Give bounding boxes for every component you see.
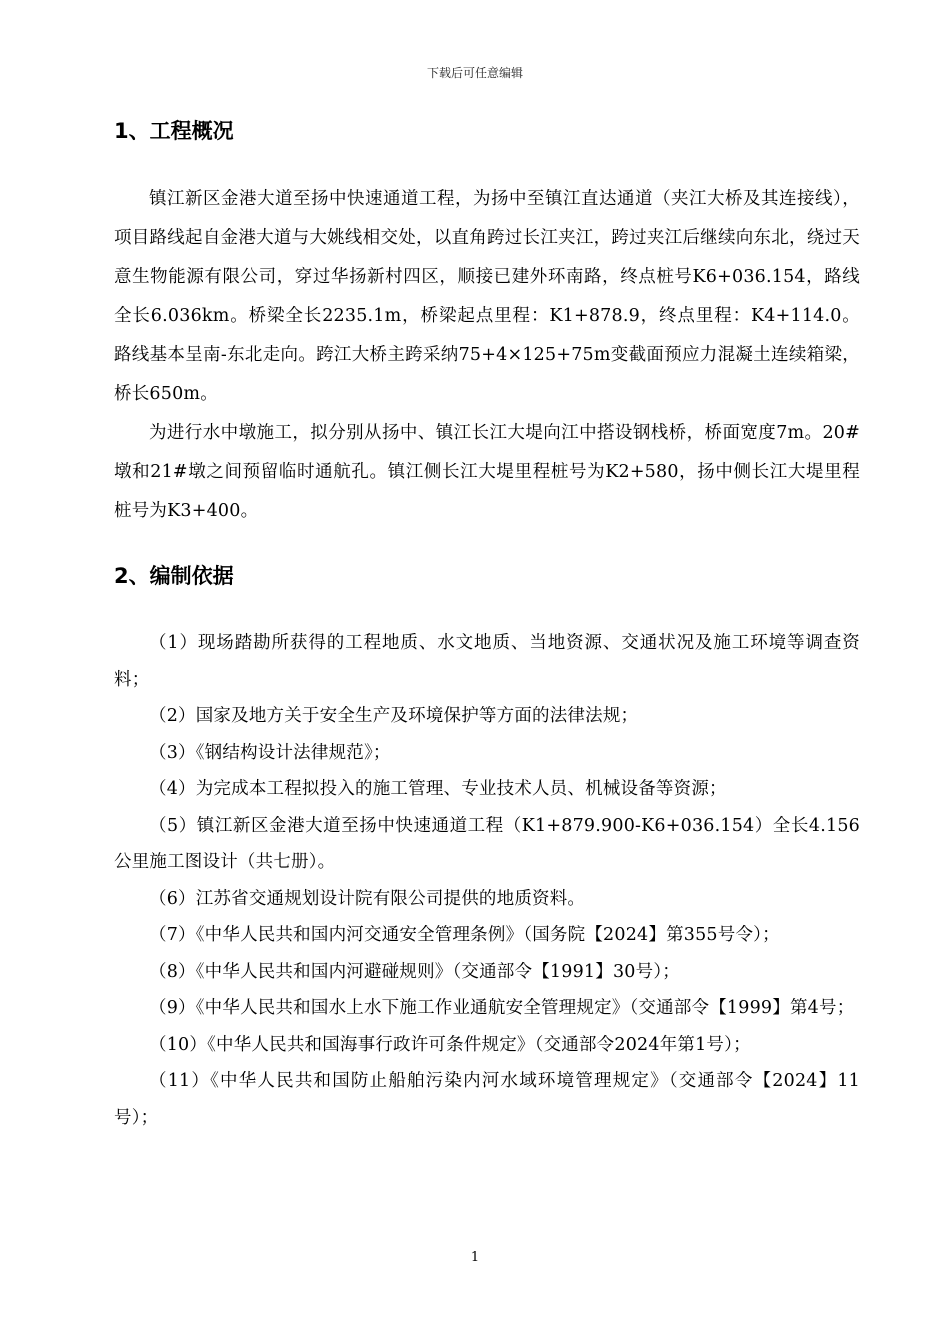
- page-number: 1: [470, 1250, 480, 1265]
- basis-list: [114, 625, 860, 1136]
- basis-item: （10）《中华人民共和国海事行政许可条件规定》（交通部令2024年第1号）；: [149, 1034, 751, 1055]
- basis-item: （5）镇江新区金港大道至扬中快速通道工程（K1+879.900-K6+036.154）全长4.156公里施工图设计（共七册）。: [114, 815, 860, 872]
- section-2-title: 2、编制依据: [114, 564, 234, 588]
- basis-item: （4）为完成本工程拟投入的施工管理、专业技术人员、机械设备等资源；: [149, 779, 727, 799]
- basis-item: （2）国家及地方关于安全生产及环境保护等方面的法律法规；: [149, 706, 639, 726]
- basis-item: （7）《中华人民共和国内河交通安全管理条例》（国务院【2024】第355号令）；: [149, 925, 780, 945]
- section-1-title: 1、工程概况: [114, 119, 234, 143]
- section-1-paragraph: 为进行水中墩施工，拟分别从扬中、镇江长江大堤向江中搭设钢栈桥，桥面宽度7m。20#墩和21#墩之间预留临时通航孔。镇江侧长江大堤里程桩号为K2+580，扬中侧长江大堤里程桩号为K3+400。: [114, 423, 860, 521]
- section-1-paragraph: 镇江新区金港大道至扬中快速通道工程，为扬中至镇江直达通道（夹江大桥及其连接线），项目路线起自金港大道与大姚线相交处，以直角跨过长江夹江，跨过夹江后继续向东北，绕过天意生物能源有限公司，穿过华扬新村四区，顺接已建外环南路，终点桩号K6+036.154，路线全长6.036km。桥梁全长2235.1m，桥梁起点里程：K1+878.9，终点里程：K4+114.0。路线基本呈南-东北走向。跨江大桥主跨采纳75+4×125+75m变截面预应力混凝土连续箱梁，桥长650m。: [114, 189, 860, 404]
- basis-item: （3）《钢结构设计法律规范》；: [149, 742, 391, 763]
- basis-item: （8）《中华人民共和国内河避碰规则》（交通部令【1991】30号）；: [149, 961, 680, 982]
- basis-item: （9）《中华人民共和国水上水下施工作业通航安全管理规定》（交通部令【1999】第4号；: [149, 998, 855, 1018]
- page-header-note: 下载后可任意编辑: [426, 66, 523, 80]
- basis-item: （1）现场踏勘所获得的工程地质、水文地质、当地资源、交通状况及施工环境等调查资料；: [114, 633, 860, 690]
- basis-item: （6）江苏省交通规划设计院有限公司提供的地质资料。: [149, 888, 586, 909]
- document-body: [114, 116, 860, 1136]
- basis-item: （11）《中华人民共和国防止船舶污染内河水域环境管理规定》（交通部令【2024】11号）；: [114, 1071, 860, 1128]
